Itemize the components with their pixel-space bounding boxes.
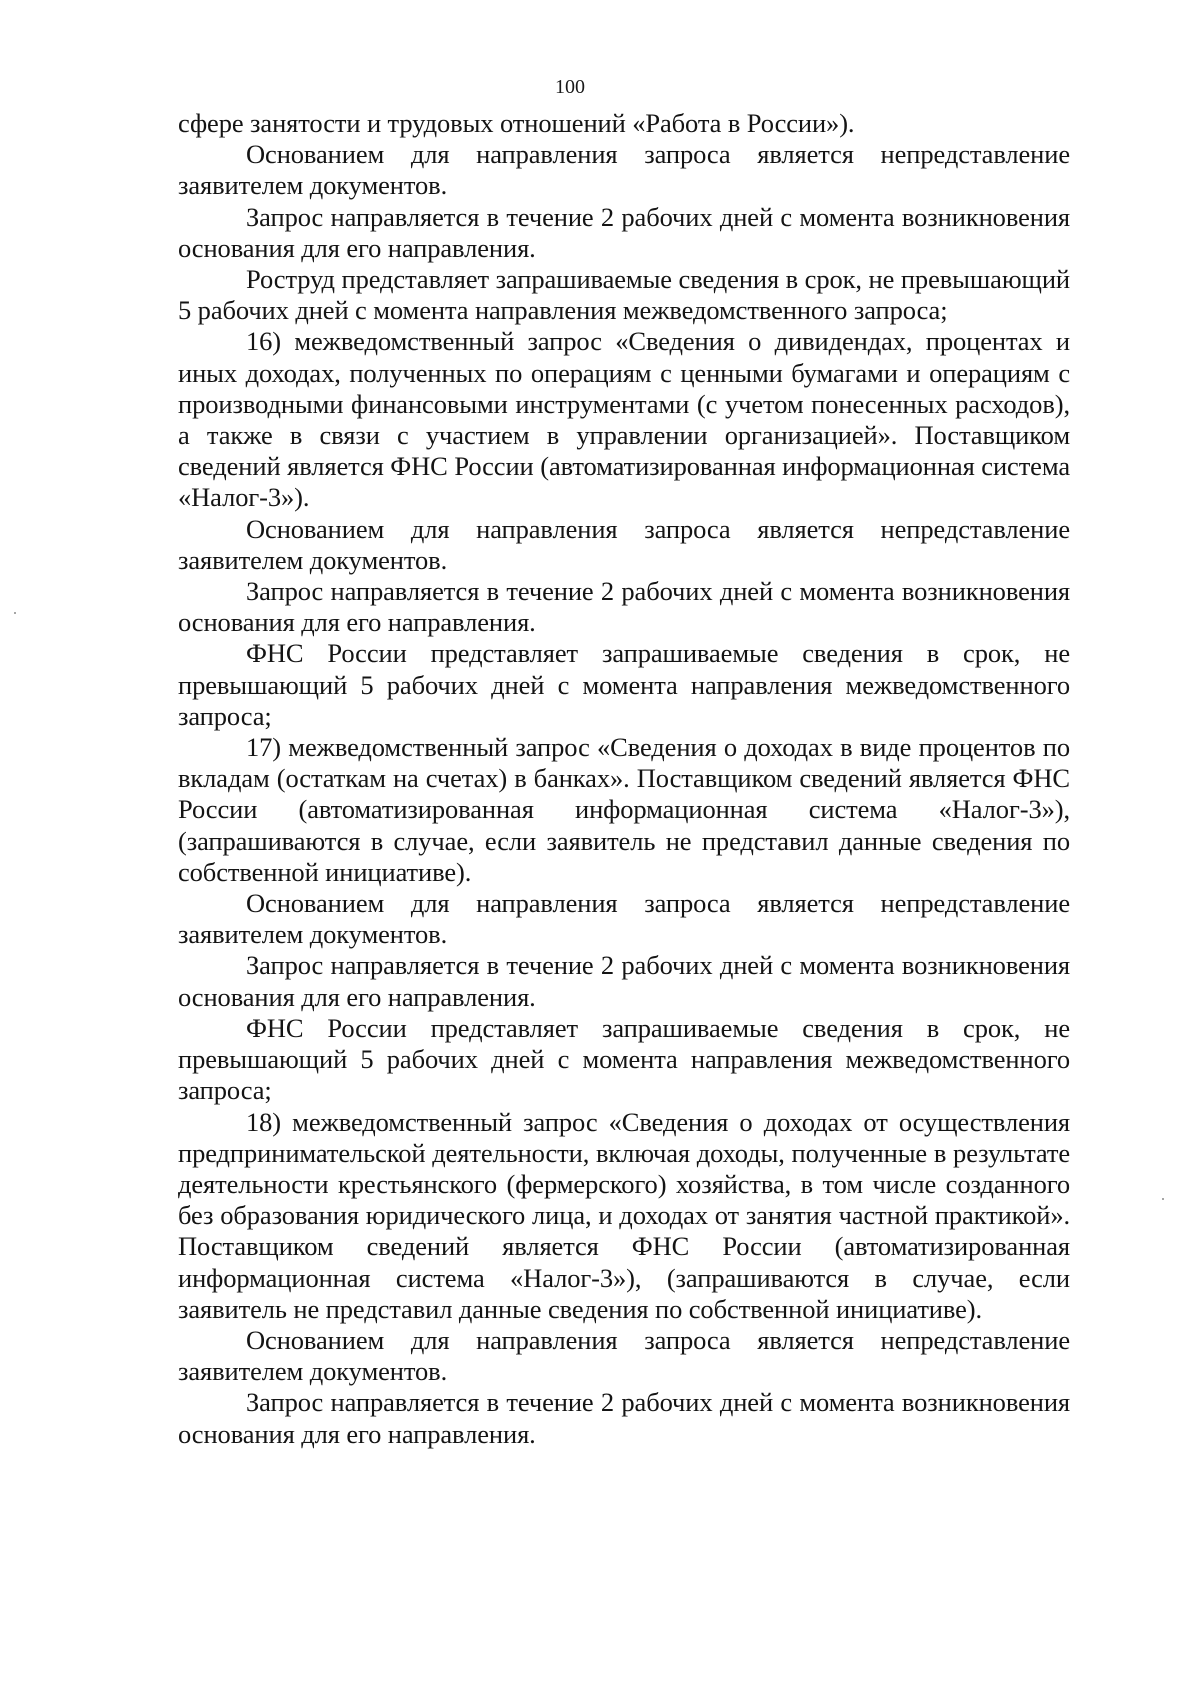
- paragraph-deadline: Запрос направляется в течение 2 рабочих дней с момента возникновения основания для его направления.: [178, 201, 1070, 263]
- paragraph-response-term: ФНС России представляет запрашиваемые сведения в срок, не превышающий 5 рабочих дней с момента направления межведомственного запроса;: [178, 638, 1070, 731]
- paragraph-item-18: 18) межведомственный запрос «Сведения о доходах от осуществления предпринимательской деятельности, включая доходы, полученные в результате деятельности крестьянского (фермерского) хозяйства, в том числе созданного без образования юридического лица, и доходах от занятия частной практикой». Поставщиком сведений является ФНС России (автоматизированная информационная система «Налог-3»), (запрашиваются в случае, если заявитель не представил данные сведения по собственной инициативе).: [178, 1106, 1070, 1324]
- paragraph-deadline: Запрос направляется в течение 2 рабочих дней с момента возникновения основания для его направления.: [178, 576, 1070, 638]
- paragraph-basis: Основанием для направления запроса является непредставление заявителем документов.: [178, 1324, 1070, 1387]
- scan-speck: [1162, 1198, 1164, 1200]
- paragraph-continuation: сфере занятости и трудовых отношений «Работа в России»).: [178, 108, 855, 138]
- paragraph-item-16: 16) межведомственный запрос «Сведения о дивидендах, процентах и иных доходах, полученных по операциям с ценными бумагами и операциям с производными финансовыми инструментами (с учетом понесенных расходов), а также в связи с участием в управлении организацией». Поставщиком сведений является ФНС России (автоматизированная информационная система «Налог-3»).: [178, 326, 1070, 513]
- paragraph-deadline: Запрос направляется в течение 2 рабочих дней с момента возникновения основания для его направления.: [178, 1387, 1070, 1449]
- paragraph-response-term: ФНС России представляет запрашиваемые сведения в срок, не превышающий 5 рабочих дней с момента направления межведомственного запроса;: [178, 1012, 1070, 1106]
- paragraph-deadline: Запрос направляется в течение 2 рабочих дней с момента возникновения основания для его направления.: [178, 950, 1070, 1012]
- scan-speck: [14, 612, 16, 614]
- paragraph-item-17: 17) межведомственный запрос «Сведения о доходах в виде процентов по вкладам (остаткам на счетах) в банках». Поставщиком сведений является ФНС России (автоматизированная информационная система «Налог-3»), (запрашиваются в случае, если заявитель не представил данные сведения по собственной инициативе).: [178, 732, 1070, 887]
- paragraph-basis: Основанием для направления запроса является непредставление заявителем документов.: [178, 513, 1070, 575]
- paragraph-basis: Основанием для направления запроса является непредставление заявителем документов.: [178, 139, 1070, 201]
- paragraph-basis: Основанием для направления запроса является непредставление заявителем документов.: [178, 888, 1070, 950]
- paragraph-response-term: Роструд представляет запрашиваемые сведения в срок, не превышающий 5 рабочих дней с момента направления межведомственного запроса;: [178, 264, 1070, 326]
- document-body: [178, 108, 1070, 1450]
- page-number: 100: [555, 76, 585, 98]
